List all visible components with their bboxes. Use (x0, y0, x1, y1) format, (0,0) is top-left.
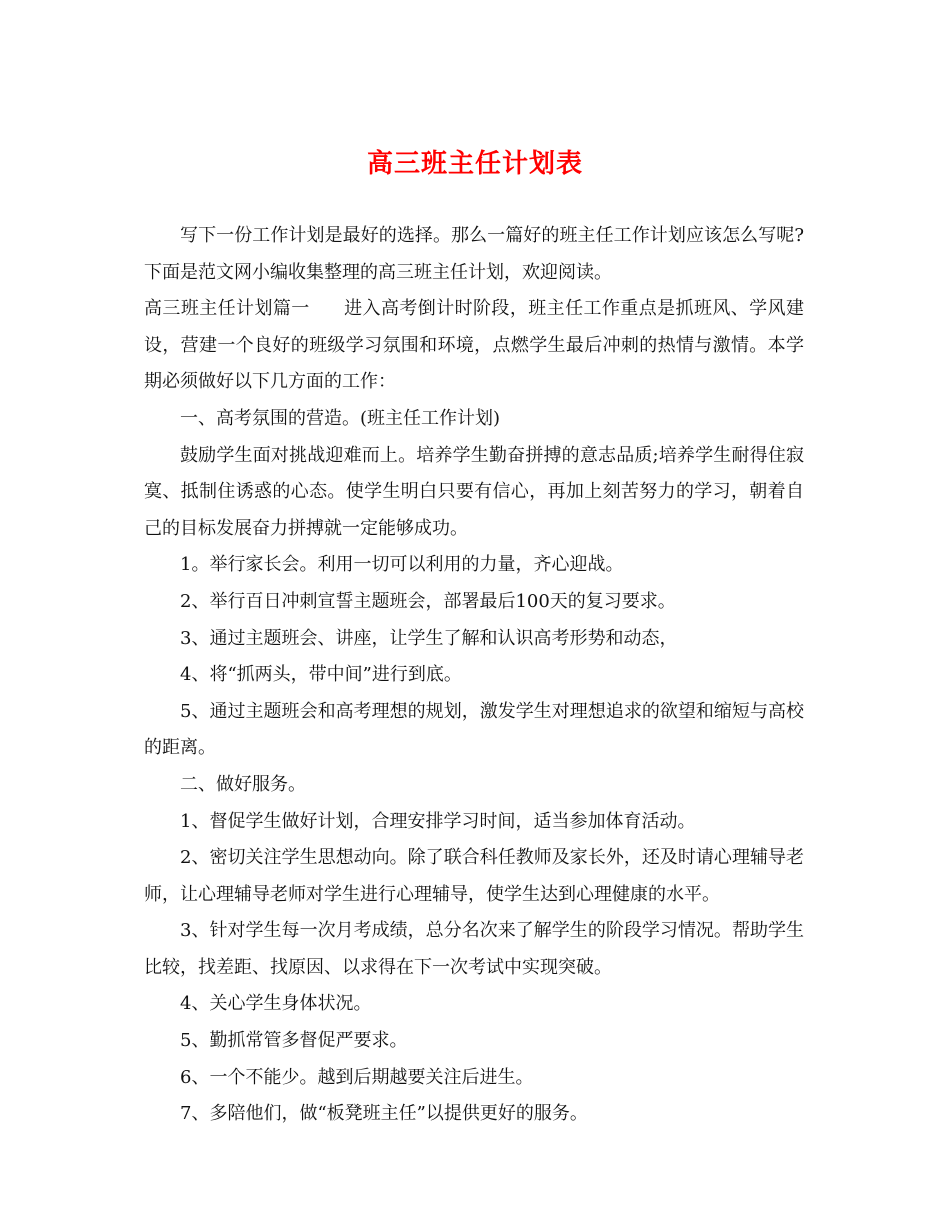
paragraph-heading-2: 二、做好服务。 (180, 773, 306, 795)
list-item-2-6: 6、一个不能少。越到后期越要关注后进生。 (180, 1066, 534, 1088)
list-item-1-3: 3、通过主题班会、讲座，让学生了解和认识高考形势和动态， (180, 627, 678, 649)
list-item-2-2: 2、密切关注学生思想动向。除了联合科任教师及家长外，还及时请心理辅导老师，让心理辅导老师对学生进行心理辅导，使学生达到心理健康的水平。 (144, 847, 804, 905)
document-body (144, 218, 804, 1133)
list-item-1-2: 2、举行百日冲刺宣誓主题班会，部署最后100天的复习要求。 (180, 590, 676, 612)
list-item-2-5: 5、勤抓常管多督促严要求。 (180, 1030, 408, 1052)
list-item-2-1: 1、督促学生做好计划，合理安排学习时间，适当参加体育活动。 (180, 810, 696, 832)
list-item-2-7: 7、多陪他们，做“板凳班主任”以提供更好的服务。 (180, 1103, 588, 1125)
paragraph-heading-1: 一、高考氛围的营造。(班主任工作计划) (180, 407, 501, 429)
list-item-1-5: 5、通过主题班会和高考理想的规划，激发学生对理想追求的欲望和缩短与高校的距离。 (144, 700, 804, 759)
page-title: 高三班主任计划表 (366, 149, 583, 179)
list-item-2-4: 4、关心学生身体状况。 (180, 993, 372, 1015)
list-item-2-3: 3、针对学生每一次月考成绩，总分名次来了解学生的阶段学习情况。帮助学生比较，找差距、找原因、以求得在下一次考试中实现突破。 (144, 920, 804, 978)
paragraph-intro: 写下一份工作计划是最好的选择。那么一篇好的班主任工作计划应该怎么写呢?下面是范文网小编收集整理的高三班主任计划，欢迎阅读。 (144, 225, 804, 283)
paragraph-section-heading (144, 291, 804, 401)
list-item-1-1: 1。举行家长会。利用一切可以利用的力量，齐心迎战。 (180, 554, 624, 576)
paragraph-encourage: 鼓励学生面对挑战迎难而上。培养学生勤奋拼搏的意志品质;培养学生耐得住寂寞、抵制住诱惑的心态。使学生明白只要有信心，再加上刻苦努力的学习，朝着自己的目标发展奋力拼搏就一定能够成功。 (144, 444, 804, 539)
section-intro-text: 进入高考倒计时阶段，班主任工作重点是抓班风、学风建设，营建一个良好的班级学习氛围和环境，点燃学生最后冲刺的热情与激情。本学期必须做好以下几方面的工作： (144, 298, 805, 393)
section-label: 高三班主任计划篇一 (144, 298, 310, 320)
list-item-1-4: 4、将“抓两头，带中间”进行到底。 (180, 664, 462, 686)
